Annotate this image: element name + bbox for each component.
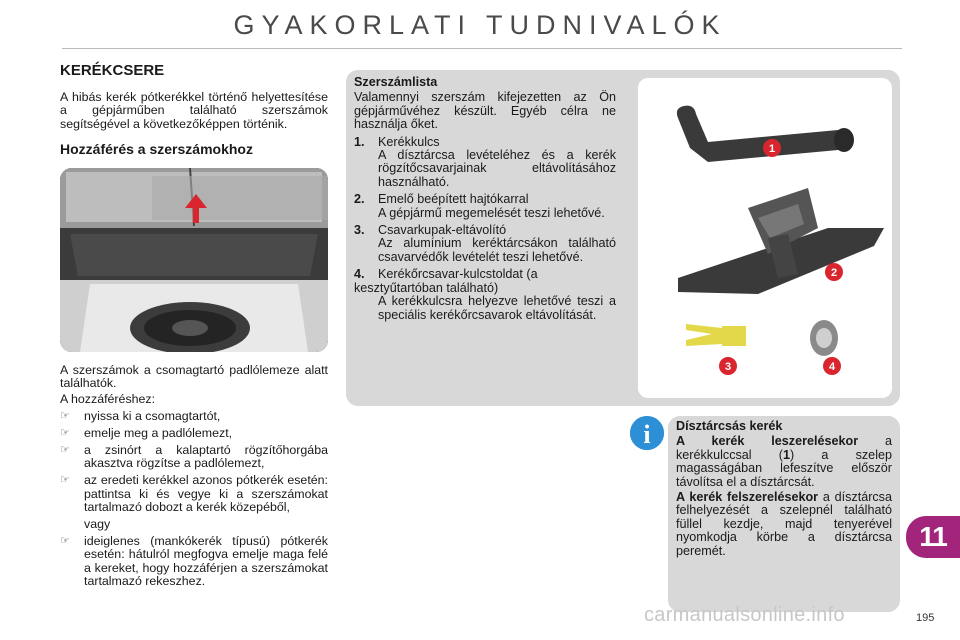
svg-text:1: 1 [768,143,776,155]
left-column [60,64,328,592]
tool-list-intro: Valamennyi szerszám kifejezetten az Ön gépjárművéhez készült. Egyéb célra ne használja őket. [354,90,616,132]
tool-name: Kerékkulcs [378,134,440,149]
page-title: GYAKORLATI TUDNIVALÓK [233,10,727,40]
access-label: A hozzáféréshez: [60,392,156,407]
tool-item: 1. Kerékkulcs A dísztárcsa levételéhez és a kerék rögzítőcsavarjainak eltávolításához használható. [354,134,616,189]
tool-name: Emelő beépített hajtókarral [378,192,529,207]
tool-item: 4. Kerékőrcsavar-kulcstoldat (a kesztyűtartóban található) A kerékkulcsra helyezve lehetővé teszi a speciális kerékőrcsavarok eltávolítását. [354,267,616,322]
tool-item: 2. Emelő beépített hajtókarral A gépjármű megemelését teszi lehetővé. [354,193,616,220]
tool-item: 3. Csavarkupak-eltávolító Az alumínium keréktárcsákon található csavarvédők levételét teszi lehetővé. [354,223,616,264]
list-item: ☞ a zsinórt a kalaptartó rögzítőhorgába akasztva rögzítse a padlólemezt, [60,443,328,471]
tool-desc: A kerékkulcsra helyezve lehetővé teszi a speciális kerékőrcsavarok eltávolítását. [378,294,616,322]
info-box [668,416,900,612]
info-icon [630,416,664,450]
trunk-photo [60,168,328,352]
under-photo-text: A szerszámok a csomagtartó padlólemeze alatt találhatók. [60,363,328,391]
subheading: Hozzáférés a szerszámokhoz [60,140,253,157]
callout-3 [719,357,737,375]
tool-desc: Az alumínium keréktárcsákon található csavarvédők levételét teszi lehetővé. [378,236,616,264]
section-heading: KERÉKCSERE [60,62,165,79]
list-item: ☞ az eredeti kerékkel azonos pótkerék esetén: pattintsa ki és vegye ki a szerszámokat tartalmazó dobozt a kerék közepéből, [60,473,328,514]
callout-4 [823,357,841,375]
tool-desc: A gépjármű megemelését teszi lehetővé. [378,205,605,220]
info-paragraph-removal: A kerék leszerelésekor a kerékkulccsal (1) a szelep magasságában lefeszítve először távolítsa el a dísztárcsát. [676,434,892,489]
tool-name: Kerékőrcsavar-kulcstoldat (a kesztyűtartóban található) [354,267,538,295]
hand-pointer-icon: ☞ [60,426,70,439]
intro-paragraph: A hibás kerék pótkerékkel történő helyettesítése a gépjárműben található szerszámok segítségével a következőképpen történik. [60,90,328,131]
callout-2 [825,263,843,281]
callout-1 [763,139,781,157]
tool-list-heading: Szerszámlista [354,75,438,89]
list-item: ☞ nyissa ki a csomagtartót, [60,408,221,423]
list-item: ☞ emelje meg a padlólemezt, [60,425,233,440]
chapter-tab: 11 [906,516,960,558]
tool-list-panel [346,70,900,406]
info-heading: Dísztárcsás kerék [676,419,783,433]
hand-pointer-icon: ☞ [60,444,70,457]
svg-text:i: i [643,420,651,449]
tool-desc: A dísztárcsa levételéhez és a kerék rögzítőcsavarjainak eltávolításához használható. [378,148,616,189]
or-label: vagy [84,517,111,532]
hand-pointer-icon: ☞ [60,535,70,548]
tool-name: Csavarkupak-eltávolító [378,223,507,238]
info-paragraph-fitting: A kerék felszerelésekor a dísztárcsa felhelyezését a szelepnél található füllel kezdje, majd tenyerével nyomkodja körbe a dísztárcsa peremét. [676,490,892,558]
title-divider [62,48,902,49]
car-jack-icon [678,188,884,294]
bolt-adapter-icon [810,320,838,356]
watermark: carmanualsonline.info [644,604,845,626]
tool-list-text [354,76,616,326]
svg-text:2: 2 [830,267,838,279]
step-list-last [60,535,328,588]
tools-illustration [638,78,892,398]
svg-text:3: 3 [724,361,732,373]
hand-pointer-icon: ☞ [60,474,70,487]
svg-text:4: 4 [828,361,836,373]
step-list [60,410,328,514]
cap-remover-icon [686,324,746,346]
page-number: 195 [916,612,935,624]
hand-pointer-icon: ☞ [60,409,70,422]
list-item: ☞ ideiglenes (mankókerék típusú) pótkerék esetén: hátulról megfogva emelje maga felé a kereket, hogy hozzáférjen a szerszámokat tartalmazó rekeszhez. [60,534,328,588]
